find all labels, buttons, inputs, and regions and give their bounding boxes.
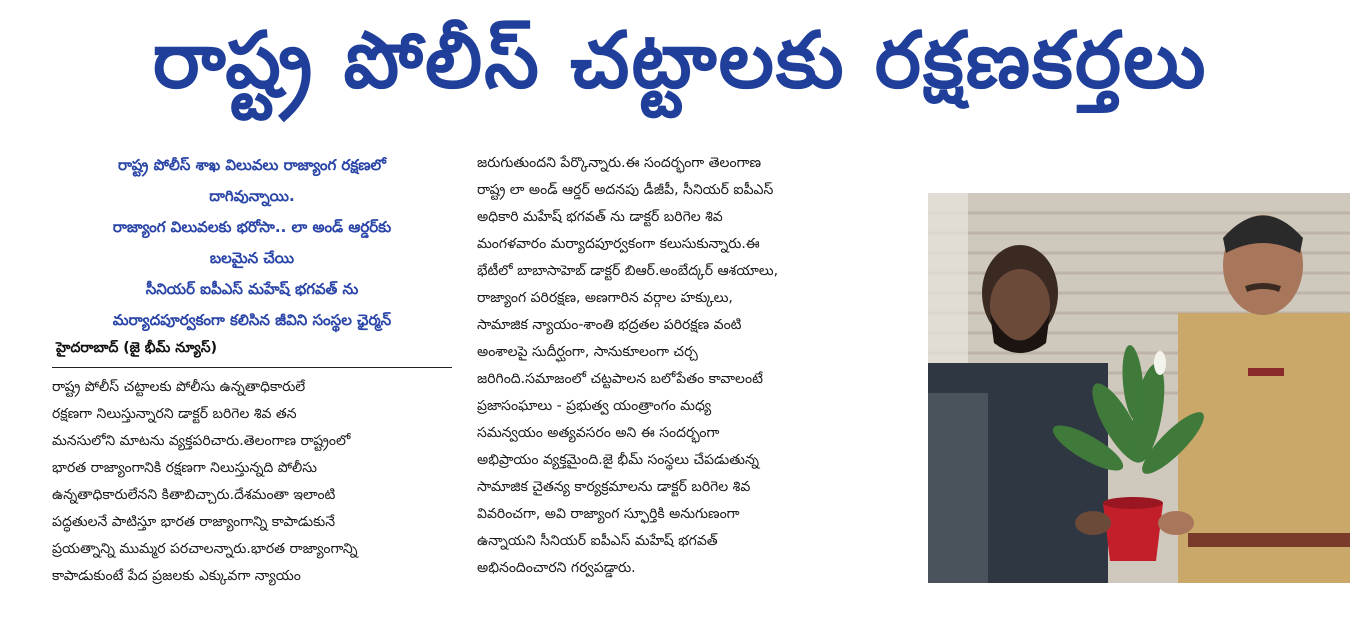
body-line: రక్షణగా నిలుస్తున్నారని డాక్టర్ బరిగెల శివ తన	[52, 406, 297, 422]
body-line: అధికారి మహేష్ భగవత్ ను డాక్టర్ బరిగెల శివ	[477, 209, 723, 225]
body-line: అభినందించారని గర్వపడ్డారు.	[477, 560, 636, 576]
subheading-line-4: బలమైన చేయి	[209, 249, 295, 267]
subheading-line-3: రాజ్యాంగ విలువలకు భరోసా.. లా అండ్ ఆర్డర్‌కు	[112, 218, 392, 236]
subheading-line-6: మర్యాదపూర్వకంగా కలిసిన జీవిని సంస్థల ఛైర్మన్	[112, 311, 392, 329]
body-line: అభిప్రాయం వ్యక్తమైంది.జై భీమ్ సంస్థలు చేపడుతున్న	[477, 452, 759, 468]
body-line: అంశాలపై సుదీర్ఘంగా, సానుకూలంగా చర్చ	[477, 344, 698, 360]
body-line: సామాజిక న్యాయం-శాంతి భద్రతల పరిరక్షణ వంటి	[477, 317, 742, 333]
divider	[52, 367, 452, 368]
body-line: పద్ధతులనే పాటిస్తూ భారత రాజ్యాంగాన్ని కాపాడుకునే	[52, 514, 336, 530]
middle-column	[477, 150, 897, 582]
body-line: ప్రయత్నాన్ని ముమ్మర పరచాలన్నారు.భారత రాజ్యాంగాన్ని	[52, 541, 358, 557]
body-line: ప్రజాసంఘాలు - ప్రభుత్వ యంత్రాంగం మధ్య	[477, 398, 712, 414]
body-line: ఉన్నాయని సీనియర్ ఐపీఎస్ మహేష్ భగవత్	[477, 533, 718, 549]
body-line: సామాజిక చైతన్య కార్యక్రమాలను డాక్టర్ బరిగెల శివ	[477, 479, 751, 495]
body-line: సమన్వయం అత్యవసరం అని ఈ సందర్భంగా	[477, 425, 720, 441]
body-line: రాజ్యాంగ పరిరక్షణ, అణగారిన వర్గాల హక్కులు,	[477, 290, 733, 306]
photo-illustration	[928, 193, 1350, 583]
body-line: వివరించగా, అవి రాజ్యాంగ స్ఫూర్తికి అనుగుణంగా	[477, 506, 740, 522]
subheading-line-2: దాగివున్నాయి.	[209, 187, 295, 205]
body-line: జరిగింది.సమాజంలో చట్టపాలన బలోపేతం కావాలంటే	[477, 371, 763, 387]
body-line: కాపాడుకుంటే పేద ప్రజలకు ఎక్కువగా న్యాయం	[52, 568, 301, 584]
subheading-line-5: సీనియర్ ఐపీఎస్ మహేష్ భగవత్ ను	[145, 280, 359, 298]
body-line: జరుగుతుందని పేర్కొన్నారు.ఈ సందర్భంగా తెలంగాణ	[477, 155, 762, 171]
body-line: రాష్ట్ర లా అండ్ ఆర్డర్ అదనపు డీజీపీ, సీనియర్ ఐపీఎస్	[477, 182, 774, 198]
body-line: ఉన్నతాధికారులేనని కితాబిచ్చారు.దేశమంతా ఇలాంటి	[52, 487, 336, 503]
dateline: హైదరాబాద్ (జై భీమ్ న్యూస్)	[56, 340, 218, 356]
headline: రాష్ట్ర పోలీస్ చట్టాలకు రక్షణకర్తలు	[152, 15, 1208, 106]
body-line: రాష్ట్ర పోలీస్ చట్టాలకు పోలీసు ఉన్నతాధికారులే	[52, 379, 306, 395]
left-column	[52, 150, 452, 590]
body-line: భారత రాజ్యాంగానికి రక్షణగా నిలుస్తున్నది పోలీసు	[52, 460, 317, 476]
subheading-line-1: రాష్ట్ర పోలీస్ శాఖ విలువలు రాజ్యాంగ రక్షణలో	[118, 156, 386, 174]
body-line: భేటీలో బాబాసాహెబ్ డాక్టర్ బిఆర్.అంబేద్కర్ ఆశయాలు,	[477, 263, 779, 279]
body-line: మంగళవారం మర్యాదపూర్వకంగా కలుసుకున్నారు.ఈ	[477, 236, 760, 252]
body-line: మనసులోని మాటను వ్యక్తపరిచారు.తెలంగాణ రాష్ట్రంలో	[52, 433, 351, 449]
news-photo	[928, 193, 1350, 583]
